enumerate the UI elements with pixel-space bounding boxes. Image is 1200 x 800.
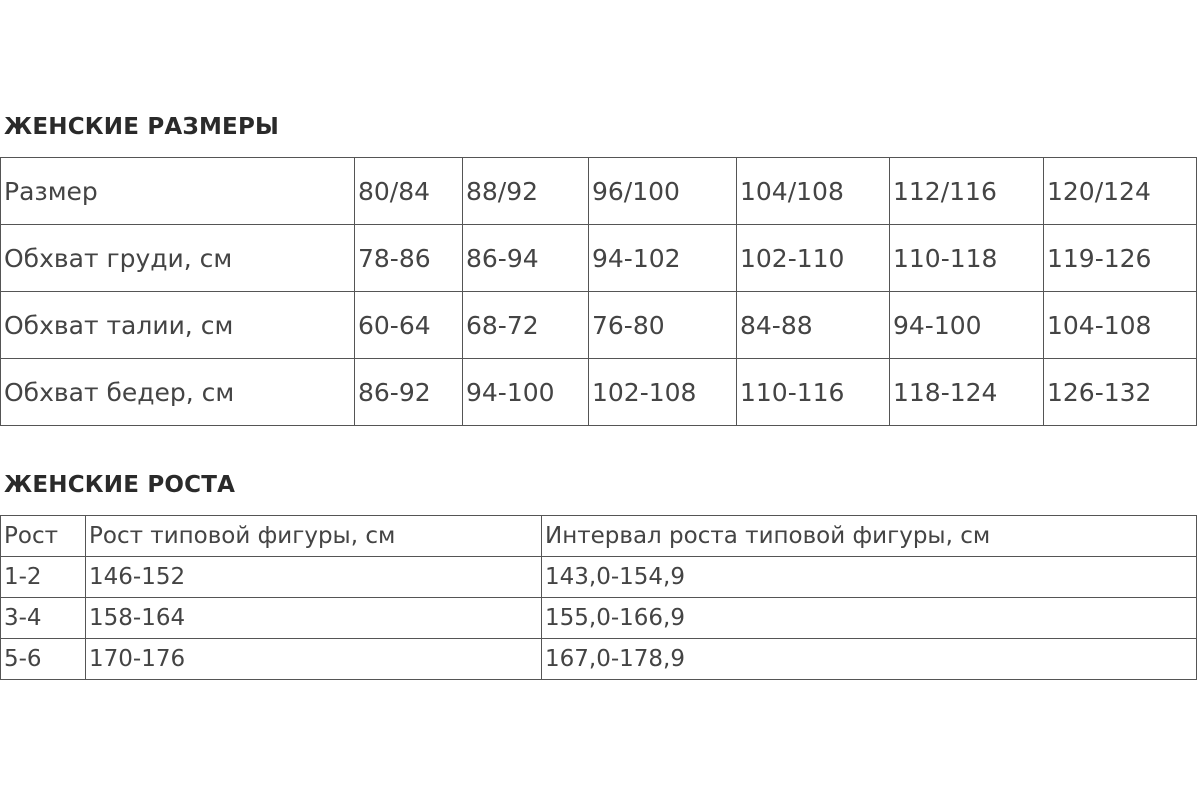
- row-label: Размер: [1, 158, 355, 225]
- table-cell: 94-100: [463, 359, 589, 426]
- row-label: Обхват талии, см: [1, 292, 355, 359]
- row-label: Обхват груди, см: [1, 225, 355, 292]
- table-cell: 86-94: [463, 225, 589, 292]
- column-header: Интервал роста типовой фигуры, см: [542, 516, 1197, 557]
- column-header: Рост типовой фигуры, см: [86, 516, 542, 557]
- table-row: [1, 225, 1197, 292]
- table-cell: 76-80: [589, 292, 737, 359]
- table-cell: 80/84: [355, 158, 463, 225]
- table-cell: 94-102: [589, 225, 737, 292]
- table-cell: 68-72: [463, 292, 589, 359]
- table-cell: 120/124: [1044, 158, 1197, 225]
- table-cell: 143,0-154,9: [542, 557, 1197, 598]
- table-cell: 102-110: [737, 225, 890, 292]
- table-cell: 158-164: [86, 598, 542, 639]
- table-cell: 110-118: [890, 225, 1044, 292]
- table-cell: 104-108: [1044, 292, 1197, 359]
- table-cell: 126-132: [1044, 359, 1197, 426]
- table-cell: 119-126: [1044, 225, 1197, 292]
- table-cell: 1-2: [1, 557, 86, 598]
- heights-section-title: ЖЕНСКИЕ РОСТА: [4, 472, 236, 498]
- table-cell: 78-86: [355, 225, 463, 292]
- column-header: Рост: [1, 516, 86, 557]
- table-cell: 94-100: [890, 292, 1044, 359]
- table-cell: 84-88: [737, 292, 890, 359]
- table-cell: 112/116: [890, 158, 1044, 225]
- table-row: [1, 292, 1197, 359]
- heights-table: [0, 515, 1197, 680]
- table-cell: 170-176: [86, 639, 542, 680]
- table-cell: 60-64: [355, 292, 463, 359]
- table-cell: 167,0-178,9: [542, 639, 1197, 680]
- table-row: [1, 158, 1197, 225]
- sizes-table: [0, 157, 1197, 426]
- table-row: [1, 359, 1197, 426]
- table-cell: 104/108: [737, 158, 890, 225]
- table-cell: 155,0-166,9: [542, 598, 1197, 639]
- table-cell: 96/100: [589, 158, 737, 225]
- table-cell: 3-4: [1, 598, 86, 639]
- table-cell: 146-152: [86, 557, 542, 598]
- table-cell: 110-116: [737, 359, 890, 426]
- table-cell: 102-108: [589, 359, 737, 426]
- sizes-section-title: ЖЕНСКИЕ РАЗМЕРЫ: [4, 114, 280, 140]
- row-label: Обхват бедер, см: [1, 359, 355, 426]
- table-header-row: [1, 516, 1197, 557]
- table-row: [1, 598, 1197, 639]
- table-row: [1, 639, 1197, 680]
- table-row: [1, 557, 1197, 598]
- table-cell: 5-6: [1, 639, 86, 680]
- table-cell: 86-92: [355, 359, 463, 426]
- table-cell: 88/92: [463, 158, 589, 225]
- table-cell: 118-124: [890, 359, 1044, 426]
